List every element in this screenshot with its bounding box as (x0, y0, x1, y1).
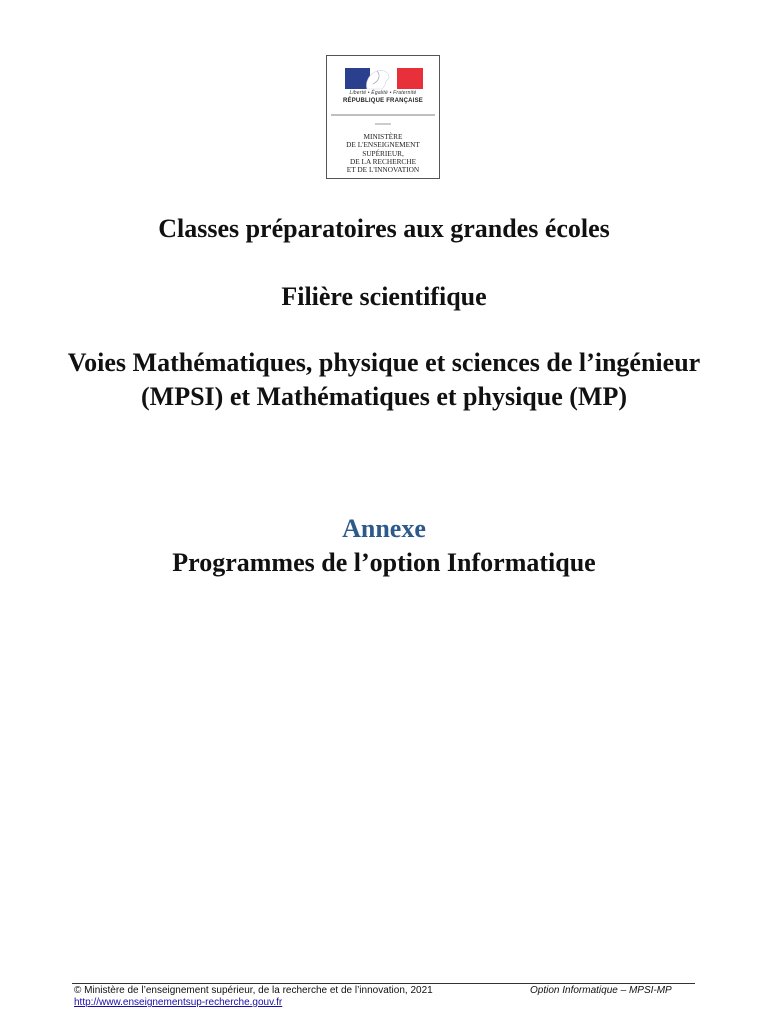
footer-website-link[interactable]: http://www.enseignementsup-recherche.gouv.fr (74, 997, 283, 1008)
footer-divider (72, 983, 695, 984)
logo-ministry-name: MINISTÈRE DE L'ENSEIGNEMENT SUPÉRIEUR, DE LA RECHERCHE ET DE L'INNOVATION (346, 132, 420, 175)
ministry-logo (326, 55, 440, 179)
document-stream: Filière scientifique (281, 282, 487, 311)
annexe-heading: Annexe (342, 514, 426, 543)
footer-document-label: Option Informatique – MPSI-MP (530, 985, 672, 996)
document-title: Classes préparatoires aux grandes écoles (158, 214, 610, 243)
logo-republic: RÉPUBLIQUE FRANÇAISE (342, 98, 423, 104)
document-tracks: Voies Mathématiques, physique et sciences de l’ingénieur (MPSI) et Mathématiques et physique (MP) (67, 348, 701, 411)
logo-motto: Liberté • Égalité • Fraternité (349, 90, 417, 96)
footer-copyright: © Ministère de l’enseignement supérieur, de la recherche et de l’innovation, 2021 (74, 985, 433, 996)
document-subtitle: Programmes de l’option Informatique (172, 548, 596, 577)
